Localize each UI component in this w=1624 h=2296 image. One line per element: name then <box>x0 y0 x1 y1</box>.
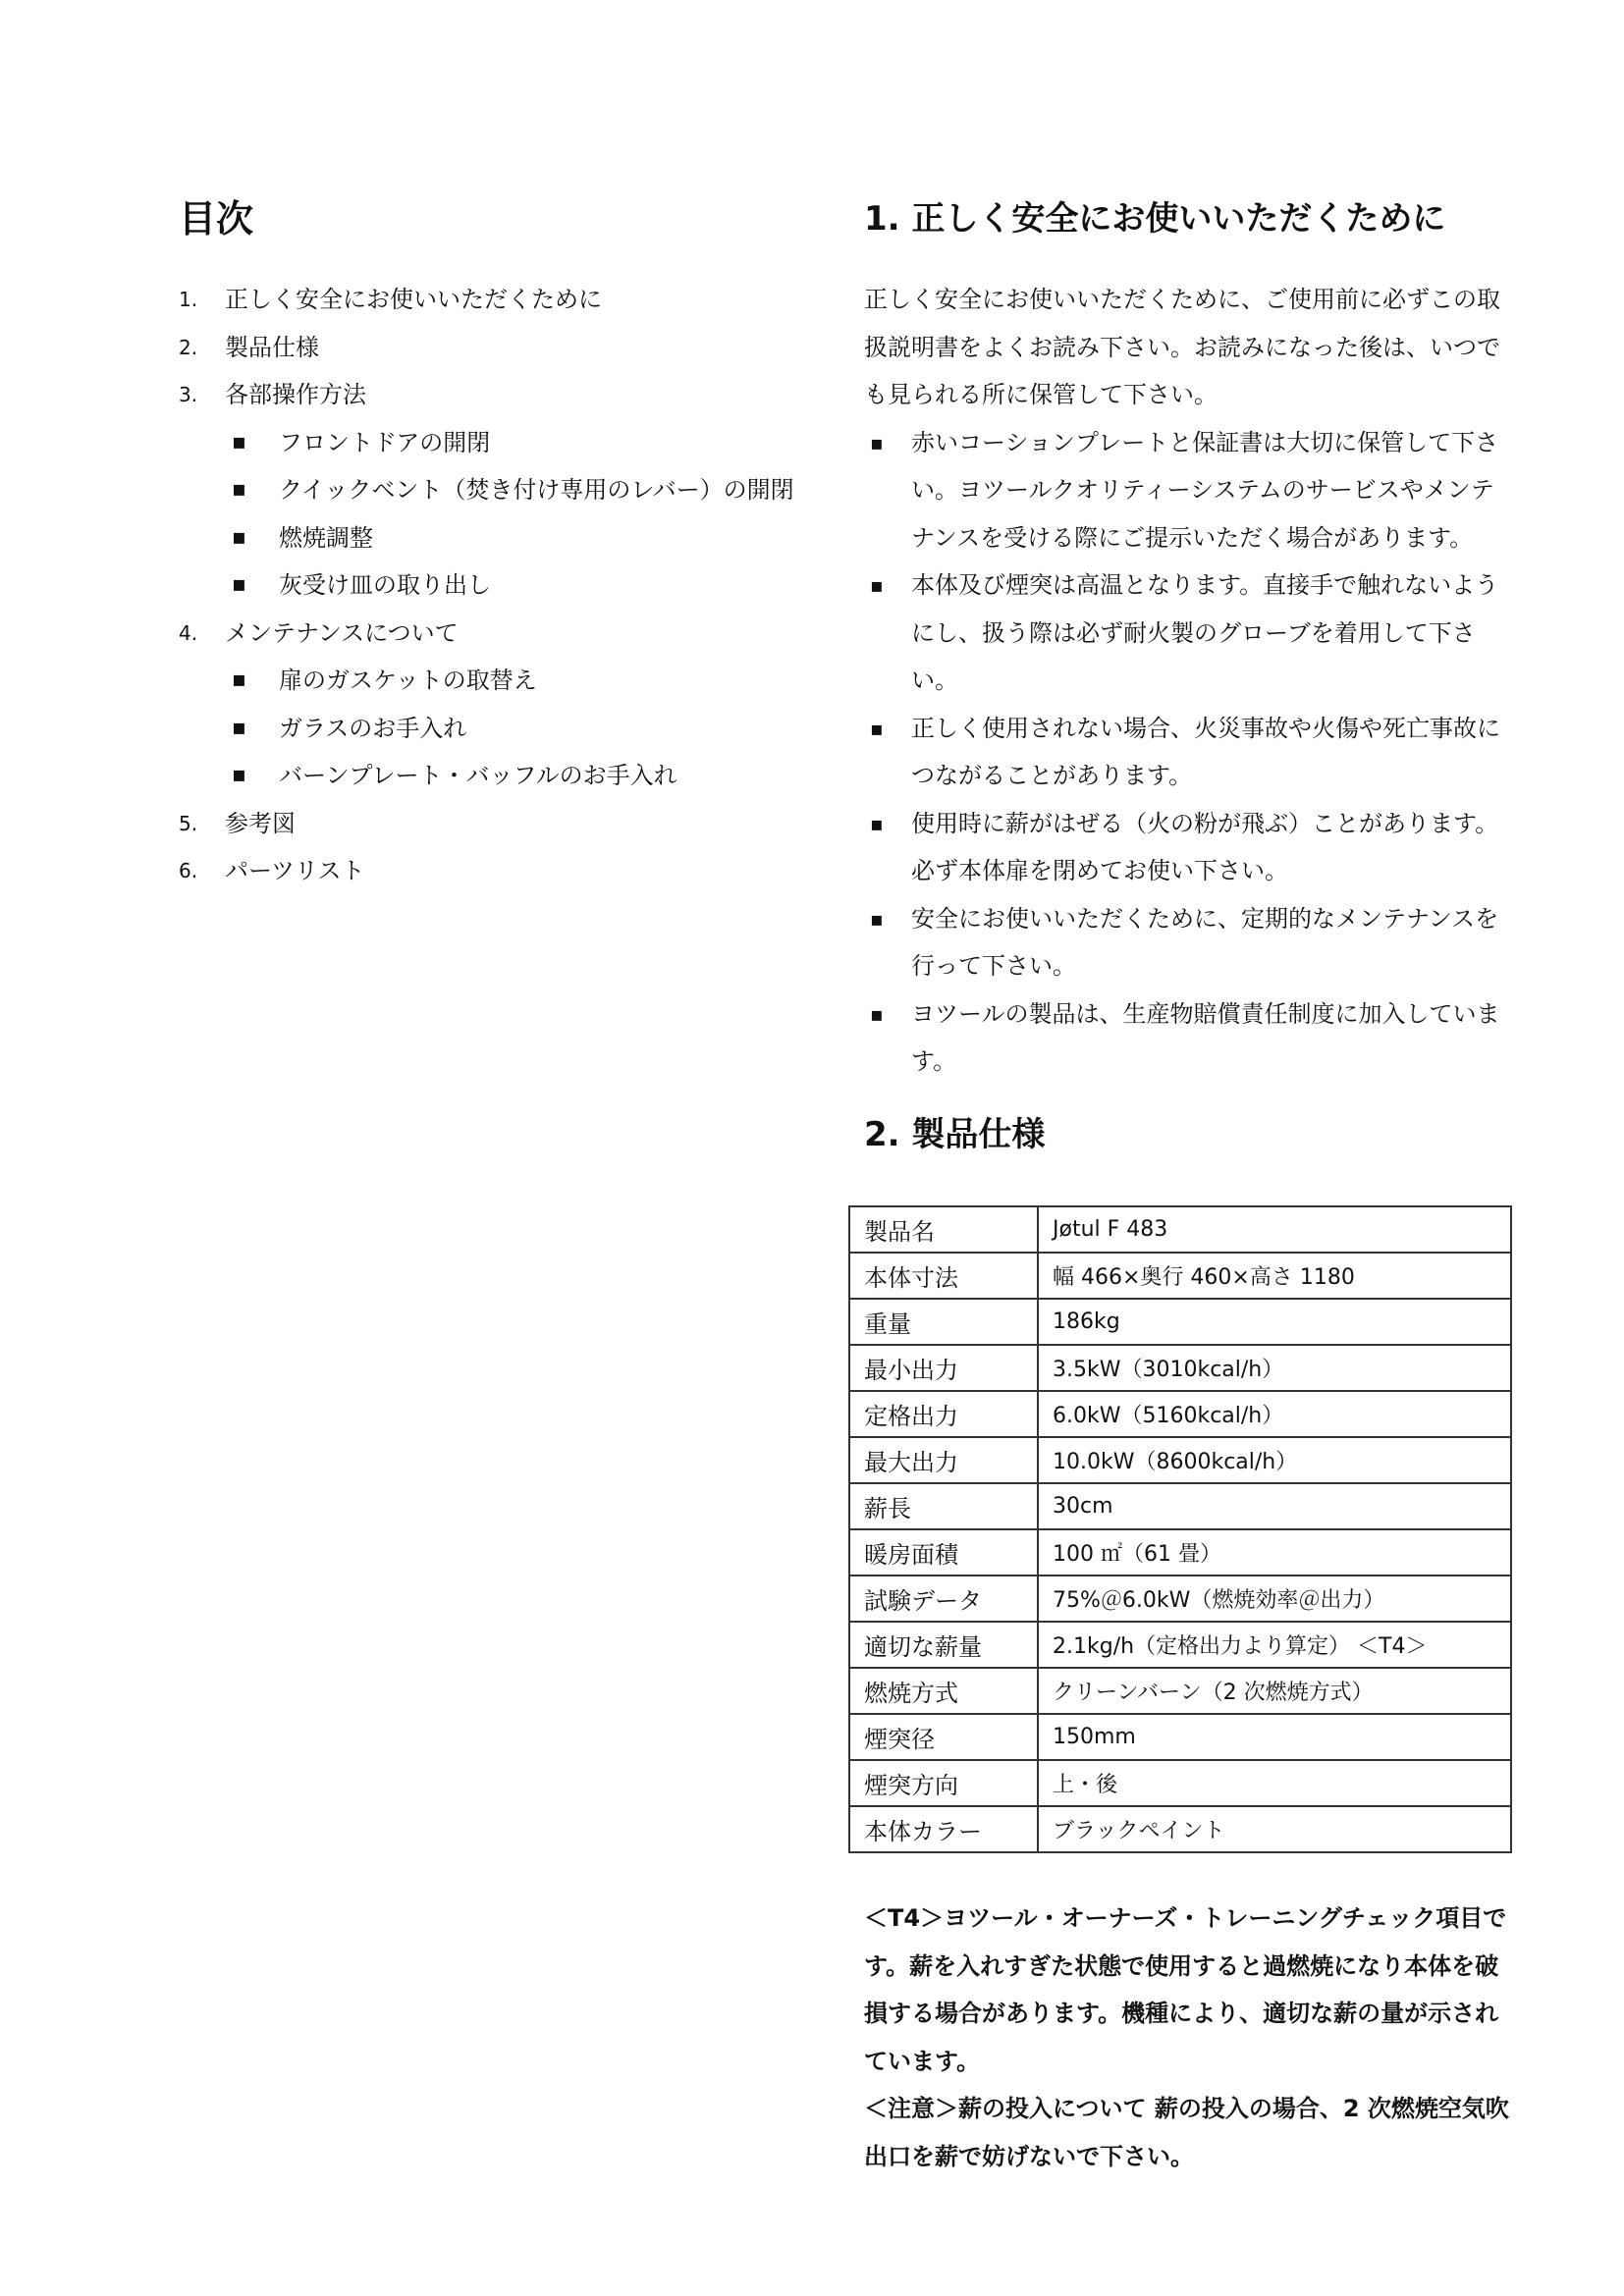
toc-subitem <box>179 657 807 705</box>
spec-label: 本体カラー <box>849 1806 1038 1852</box>
spec-value: ブラックペイント <box>1038 1806 1511 1852</box>
spec-label: 適切な薪量 <box>849 1622 1038 1668</box>
toc-subitem <box>179 466 807 514</box>
toc-item-number: 5. <box>179 811 198 835</box>
spec-value: 上・後 <box>1038 1760 1511 1806</box>
safety-bullet-item <box>864 990 1512 1086</box>
toc-subitem-label: フロントドアの開閉 <box>279 428 491 456</box>
toc-item-number: 3. <box>179 383 198 406</box>
bullet-icon: ▪ <box>232 715 246 740</box>
spec-label: 最大出力 <box>849 1437 1038 1483</box>
safety-bullet-item <box>864 800 1512 895</box>
safety-bullet-text: 赤いコーションプレートと保証書は大切に保管して下さい。ヨツールクオリティーシステムのサービスやメンテナンスを受ける際にご提示いただく場合があります。 <box>911 428 1499 552</box>
spec-label: 定格出力 <box>849 1391 1038 1437</box>
bullet-icon: ▪ <box>870 716 884 740</box>
table-row <box>849 1806 1511 1852</box>
safety-intro: 正しく安全にお使いいただくために、ご使用前に必ずこの取扱説明書をよくお読み下さい。お読みになった後は、いつでも見られる所に保管して下さい。 <box>864 286 1500 408</box>
toc-item-label: 参考図 <box>225 809 296 837</box>
spec-value: 150mm <box>1038 1714 1511 1760</box>
spec-label: 製品名 <box>849 1206 1038 1253</box>
toc-item-number: 6. <box>179 859 198 882</box>
bullet-icon: ▪ <box>232 429 246 454</box>
safety-bullet-text: 安全にお使いいただくために、定期的なメンテナンスを行って下さい。 <box>911 904 1499 980</box>
bullet-icon: ▪ <box>232 763 246 787</box>
spec-value: 10.0kW（8600kcal/h） <box>1038 1437 1511 1483</box>
bullet-icon: ▪ <box>232 524 246 550</box>
toc-item <box>179 610 807 658</box>
main-column <box>864 191 1512 1162</box>
table-row <box>849 1391 1511 1437</box>
table-row <box>849 1345 1511 1391</box>
t4-note: ＜T4＞ヨツール・オーナーズ・トレーニングチェック項目です。薪を入れすぎた状態で使用すると過燃焼になり本体を破損する場合があります。機種により、適切な薪の量が示されています。 <box>864 1904 1507 2075</box>
spec-value: 2.1kg/h（定格出力より算定） ＜T4＞ <box>1038 1622 1511 1668</box>
toc-item-number: 1. <box>179 288 198 311</box>
spec-value: 幅 466×奥行 460×高さ 1180 <box>1038 1253 1511 1299</box>
spec-label: 最小出力 <box>849 1345 1038 1391</box>
bullet-icon: ▪ <box>870 573 884 597</box>
spec-label: 重量 <box>849 1299 1038 1345</box>
table-row <box>849 1437 1511 1483</box>
bullet-icon: ▪ <box>870 906 884 931</box>
toc-item-label: パーツリスト <box>225 857 365 884</box>
spec-label: 煙突方向 <box>849 1760 1038 1806</box>
section-title-safety: 1. 正しく安全にお使いいただくために <box>864 199 1446 239</box>
bullet-icon: ▪ <box>232 667 246 692</box>
safety-bullet-text: 使用時に薪がはぜる（火の粉が飛ぶ）ことがあります。必ず本体扉を閉めてお使い下さい。 <box>911 809 1499 884</box>
toc-item <box>179 371 807 419</box>
spec-value: クリーンバーン（2 次燃焼方式） <box>1038 1668 1511 1714</box>
safety-bullet-item <box>864 419 1512 562</box>
spec-value: 186kg <box>1038 1299 1511 1345</box>
spec-notes <box>864 1895 1512 2180</box>
spec-value: Jøtul F 483 <box>1038 1206 1511 1253</box>
table-row <box>849 1668 1511 1714</box>
spec-table <box>848 1205 1512 1853</box>
spec-label: 薪長 <box>849 1483 1038 1529</box>
safety-bullet-list <box>864 419 1512 1086</box>
safety-bullet-item <box>864 561 1512 705</box>
table-row <box>849 1206 1511 1253</box>
safety-bullet-text: 本体及び煙突は高温となります。直接手で触れないようにし、扱う際は必ず耐火製のグローブを着用して下さい。 <box>911 571 1499 694</box>
toc-subitem-label: 灰受け皿の取り出し <box>279 571 491 599</box>
table-row <box>849 1622 1511 1668</box>
bullet-icon: ▪ <box>232 477 246 502</box>
spec-value: 30cm <box>1038 1483 1511 1529</box>
spec-label: 暖房面積 <box>849 1529 1038 1575</box>
toc-item-label: 各部操作方法 <box>225 381 366 408</box>
table-row <box>849 1299 1511 1345</box>
spec-label: 試験データ <box>849 1575 1038 1622</box>
spec-value: 6.0kW（5160kcal/h） <box>1038 1391 1511 1437</box>
toc-subitem-label: クイックベント（焚き付け専用のレバー）の開閉 <box>279 476 794 504</box>
toc-subitem-label: 扉のガスケットの取替え <box>279 667 537 694</box>
table-of-contents <box>179 191 807 895</box>
spec-label: 本体寸法 <box>849 1253 1038 1299</box>
spec-label: 燃焼方式 <box>849 1668 1038 1714</box>
table-row <box>849 1714 1511 1760</box>
table-row <box>849 1483 1511 1529</box>
toc-subitem-label: 燃焼調整 <box>279 523 373 552</box>
toc-title: 目次 <box>179 197 254 240</box>
bullet-icon: ▪ <box>870 1001 884 1026</box>
toc-subitem-label: バーンプレート・バッフルのお手入れ <box>279 762 677 789</box>
table-row <box>849 1575 1511 1622</box>
spec-value: 3.5kW（3010kcal/h） <box>1038 1345 1511 1391</box>
toc-item <box>179 847 807 895</box>
toc-item <box>179 276 807 324</box>
toc-subitem <box>179 752 807 800</box>
section-title-specs: 2. 製品仕様 <box>864 1114 1046 1154</box>
bullet-icon: ▪ <box>870 430 884 454</box>
toc-list <box>179 276 807 895</box>
table-row <box>849 1253 1511 1299</box>
toc-item <box>179 324 807 372</box>
spec-value: 100 ㎡（61 畳） <box>1038 1529 1511 1575</box>
bullet-icon: ▪ <box>870 811 884 835</box>
toc-item <box>179 800 807 848</box>
safety-bullet-item <box>864 895 1512 990</box>
toc-subitem <box>179 705 807 753</box>
toc-subitem <box>179 561 807 610</box>
toc-item-label: 製品仕様 <box>225 333 319 361</box>
spec-value: 75%＠6.0kW（燃焼効率＠出力） <box>1038 1575 1511 1622</box>
toc-subitem <box>179 514 807 562</box>
toc-item-label: メンテナンスについて <box>225 618 459 647</box>
table-row <box>849 1760 1511 1806</box>
bullet-icon: ▪ <box>232 572 246 597</box>
toc-item-label: 正しく安全にお使いいただくために <box>225 286 602 313</box>
toc-item-number: 2. <box>179 335 198 359</box>
spec-label: 煙突径 <box>849 1714 1038 1760</box>
toc-item-number: 4. <box>179 620 198 645</box>
safety-bullet-item <box>864 705 1512 800</box>
safety-bullet-text: 正しく使用されない場合、火災事故や火傷や死亡事故につながることがあります。 <box>911 714 1500 789</box>
toc-subitem-label: ガラスのお手入れ <box>279 714 467 742</box>
safety-bullet-text: ヨツールの製品は、生産物賠償責任制度に加入しています。 <box>911 999 1500 1075</box>
toc-subitem <box>179 419 807 467</box>
caution-note: ＜注意＞薪の投入について 薪の投入の場合、2 次燃焼空気吹出口を薪で妨げないで下さい。 <box>864 2095 1509 2170</box>
table-row <box>849 1529 1511 1575</box>
